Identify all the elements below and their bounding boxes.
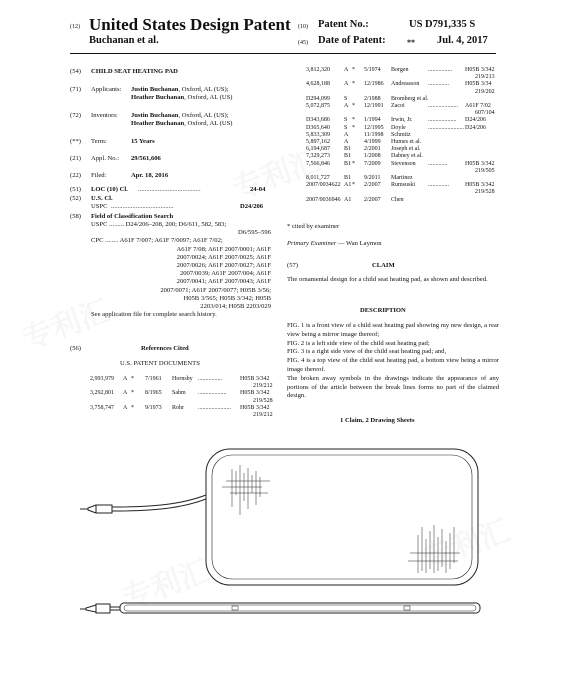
field-code: (58) <box>70 213 81 220</box>
reference-num: 7,566,846 <box>306 160 330 167</box>
reference-dots: ............. <box>428 160 448 167</box>
reference-star: * <box>352 81 355 88</box>
reference-num: 5,897,162 <box>306 139 330 145</box>
reference-class-secondary: 607/104 <box>475 110 495 117</box>
inventor-location: , Oxford, AL (US) <box>184 120 233 127</box>
search-line: 2007/0071; A61F 2007/0077; H05B 3/56; <box>160 286 271 294</box>
applicant-location: , Oxford, AL (US); <box>178 86 229 93</box>
reference-date: 2/2007 <box>364 196 381 203</box>
reference-dots: ........................ <box>428 124 464 131</box>
appl-no-value: 29/561,606 <box>131 155 161 162</box>
search-line: H05B 3/565; H05B 3/342; H05B <box>183 294 271 302</box>
references-list-right <box>287 67 497 217</box>
reference-name: Sahm <box>172 390 186 397</box>
reference-date: 4/1999 <box>364 139 381 145</box>
reference-name: Joseph et al. <box>391 146 421 153</box>
reference-kind: A <box>344 131 349 138</box>
search-line: 2007/0024; A61F 2007/0025; A61F <box>176 253 271 261</box>
reference-star: * <box>352 103 355 109</box>
reference-kind: S <box>344 95 348 102</box>
search-line: See application file for complete search history. <box>91 311 217 319</box>
search-line: USPC ......... D24/206–208, 200; D6/611, 582, 583; <box>91 221 227 228</box>
uspc-label: USPC <box>91 203 108 210</box>
field-code: (72) <box>70 112 81 119</box>
reference-dots: ................... <box>428 117 457 124</box>
search-line: CPC ........ A61F 7/007; A61F 7/0097; A61F 7/02; <box>91 237 223 245</box>
reference-num: 3,292,801 <box>90 390 114 397</box>
reference-date: 7/1961 <box>145 376 162 382</box>
reference-cls: H05B 3/342 <box>465 160 495 167</box>
reference-date: 9/1973 <box>145 404 162 411</box>
search-line: D6/595–596 <box>238 229 271 237</box>
reference-kind: A <box>344 103 349 109</box>
inventor-location: , Oxford, AL (US); <box>178 112 229 119</box>
reference-star: * <box>131 404 134 411</box>
reference-class-secondary: 219/212 <box>253 383 273 390</box>
reference-name: Borgen <box>391 67 409 73</box>
reference-date: 5/1974 <box>364 67 381 73</box>
reference-name: Humes et al. <box>391 139 422 145</box>
reference-num: 2007/0034622 <box>306 182 341 189</box>
reference-dots: .............. <box>428 182 449 189</box>
reference-dots: ................... <box>198 390 227 397</box>
inventor-short: Buchanan et al. <box>89 35 159 46</box>
reference-star: * <box>352 124 355 131</box>
reference-kind: A <box>344 139 349 145</box>
patent-number: US D791,335 S <box>409 19 476 30</box>
description-para: FIG. 1 is a front view of a child seat heating pad showing my new design, a rear view being a mirror image thereof; <box>287 322 499 338</box>
cited-by-examiner: * cited by examiner <box>287 223 340 230</box>
appl-no-label: Appl. No.: <box>91 155 120 162</box>
reference-num: 5,833,309 <box>306 131 330 138</box>
reference-dots: ................ <box>428 67 452 73</box>
field-of-search-label: Field of Classification Search <box>91 213 174 220</box>
applicant-location: , Oxford, AL (US) <box>184 94 233 101</box>
term-stars: ** <box>407 38 415 47</box>
reference-date: 11/1998 <box>364 131 384 138</box>
reference-name: Hornsby <box>172 376 193 382</box>
reference-cls: H05B 3/342 <box>465 67 495 73</box>
reference-kind: B1 <box>344 153 352 160</box>
references-list-left <box>90 376 272 426</box>
reference-star: * <box>131 376 134 382</box>
reference-class-secondary: 219/213 <box>475 74 495 81</box>
reference-class-secondary: 219/528 <box>253 397 273 404</box>
reference-star: * <box>352 67 355 73</box>
invention-title: CHILD SEAT HEATING PAD <box>91 68 178 75</box>
description-body <box>287 322 499 401</box>
patent-no-label: Patent No.: <box>318 19 369 30</box>
reference-name: Zacoi <box>391 103 405 109</box>
reference-kind: A <box>123 390 128 397</box>
search-line: A61F 7/08; A61F 2007/0001; A61F <box>176 245 271 253</box>
reference-num: 7,329,273 <box>306 153 330 160</box>
reference-num: 4,628,188 <box>306 81 330 88</box>
reference-date: 12/1991 <box>364 103 384 109</box>
reference-star: * <box>352 117 355 124</box>
reference-name: Irwin, Jr. <box>391 117 413 124</box>
reference-cls: H05B 3/34 <box>465 81 492 88</box>
examiner-name: — Wan Laymon <box>337 240 382 247</box>
reference-name: Chen <box>391 196 404 203</box>
leader-dots: ...................................... <box>138 186 201 193</box>
reference-date: 2/2007 <box>364 182 381 189</box>
uspc-value: D24/206 <box>240 203 264 210</box>
field-code: (**) <box>70 138 81 145</box>
reference-cls: D24/206 <box>465 117 486 124</box>
reference-name: Martinez <box>391 175 413 181</box>
filed-value: Apr. 18, 2016 <box>131 172 169 179</box>
term-label: Term: <box>91 138 107 145</box>
reference-num: 2007/0036946 <box>306 196 341 203</box>
reference-num: D294,099 <box>306 95 330 102</box>
code-12: (12) <box>70 24 80 30</box>
reference-kind: B1 <box>344 175 352 181</box>
field-code: (56) <box>70 345 81 352</box>
reference-dots: .................... <box>428 103 458 109</box>
term-value: 15 Years <box>131 138 155 145</box>
inventor-name: Justin Buchanan <box>131 112 179 119</box>
reference-cls: A61F 7/02 <box>465 103 491 109</box>
reference-kind: S <box>344 117 348 124</box>
description-para: FIG. 2 is a left side view of the child seat heating pad; <box>287 339 430 347</box>
reference-num: 2,993,979 <box>90 376 114 382</box>
reference-date: 2/2001 <box>364 146 381 153</box>
reference-cls: D24/206 <box>465 124 486 131</box>
examiner-label: Primary Examiner <box>287 240 337 247</box>
us-cl-label: U.S. Cl. <box>91 195 113 202</box>
reference-cls: H05B 3/342 <box>240 404 270 411</box>
reference-kind: B1 <box>344 146 352 153</box>
field-code: (21) <box>70 155 81 162</box>
heating-pad-front-view <box>80 449 478 585</box>
reference-dots: ...................... <box>198 404 231 411</box>
reference-cls: H05B 3/342 <box>240 376 270 382</box>
reference-num: 3,812,320 <box>306 67 330 73</box>
filed-label: Filed: <box>91 172 107 179</box>
description-para: FIG. 4 is a top view of the child seat heating pad, a bottom view being a mirror image thereof. <box>287 357 499 373</box>
reference-name: Doyle <box>391 124 406 131</box>
inventors-label: Inventors: <box>91 112 118 119</box>
references-heading: References Cited <box>141 345 189 352</box>
reference-star: * <box>352 182 355 189</box>
patent-drawing <box>0 435 569 680</box>
reference-kind: S <box>344 124 348 131</box>
reference-kind: A <box>123 376 128 382</box>
reference-num: D343,686 <box>306 117 330 124</box>
reference-dots: .............. <box>428 81 449 88</box>
reference-dots: ................ <box>198 376 222 382</box>
reference-name: Andreasson <box>391 81 420 88</box>
loc-label: LOC (10) Cl. <box>91 186 128 193</box>
patent-date: Jul. 4, 2017 <box>437 35 488 46</box>
field-code: (22) <box>70 172 81 179</box>
search-line: 2007/0039; A61F 2007/004; A61F <box>179 270 271 278</box>
description-heading: DESCRIPTION <box>360 307 406 314</box>
loc-value: 24-04 <box>250 186 266 193</box>
reference-date: 9/2011 <box>364 175 381 181</box>
leader-dots: ...................................... <box>111 203 174 210</box>
reference-kind: A <box>123 404 128 411</box>
reference-star: * <box>352 160 355 167</box>
reference-date: 12/1995 <box>364 124 384 131</box>
field-code: (51) <box>70 186 81 193</box>
reference-class-secondary: 219/505 <box>475 167 495 174</box>
reference-num: 5,072,875 <box>306 103 330 109</box>
field-code: (71) <box>70 86 81 93</box>
search-line: 2007/0026; A61F 2007/0027; A61F <box>176 261 271 269</box>
reference-date: 2/1988 <box>364 95 381 102</box>
reference-date: 12/1986 <box>364 81 384 88</box>
date-label: Date of Patent: <box>318 35 386 46</box>
applicant-name: Justin Buchanan <box>131 86 179 93</box>
reference-cls: H05B 3/342 <box>465 182 495 189</box>
reference-kind: B1 <box>344 160 352 167</box>
search-line: 2007/0041; A61F 2007/0043; A61F <box>176 278 271 286</box>
patent-title: United States Design Patent <box>89 15 291 34</box>
applicants-label: Applicants: <box>91 86 122 93</box>
reference-star: * <box>131 390 134 397</box>
reference-name: Stevenson <box>391 160 416 167</box>
reference-row-continued <box>90 412 272 420</box>
applicant-name: Heather Buchanan <box>131 94 185 101</box>
reference-date: 7/2009 <box>364 160 381 167</box>
code-10: (10) <box>298 24 308 30</box>
reference-name: Rumsuski <box>391 182 416 189</box>
claims-count: 1 Claim, 2 Drawing Sheets <box>340 417 415 424</box>
code-45: (45) <box>298 40 308 46</box>
reference-class-secondary: 219/528 <box>475 189 495 196</box>
claim-code: (57) <box>287 262 298 269</box>
description-para: FIG. 3 is a right side view of the child seat heating pad; and, <box>287 348 447 356</box>
reference-num: 6,194,687 <box>306 146 330 153</box>
reference-class-secondary: 219/212 <box>253 412 273 418</box>
reference-name: Bromberg et al. <box>391 95 429 102</box>
reference-num: D365,640 <box>306 124 330 131</box>
reference-date: 8/1965 <box>145 390 162 397</box>
us-patent-docs-heading: U.S. PATENT DOCUMENTS <box>120 360 200 367</box>
classification-search <box>91 221 271 319</box>
reference-date: 1/2008 <box>364 153 381 160</box>
reference-class-secondary: 219/202 <box>475 88 495 95</box>
reference-num: 8,011,727 <box>306 175 330 181</box>
field-code: (52) <box>70 195 81 202</box>
claim-text: The ornamental design for a child seat heating pad, as shown and described. <box>287 276 488 283</box>
reference-kind: A <box>344 67 349 73</box>
reference-kind: A1 <box>344 196 352 203</box>
reference-row <box>287 197 497 205</box>
reference-name: Dabney et al. <box>391 153 423 160</box>
reference-num: 3,758,747 <box>90 404 114 411</box>
reference-kind: A1 <box>344 182 352 189</box>
inventor-name: Heather Buchanan <box>131 120 185 127</box>
field-code: (54) <box>70 68 81 75</box>
reference-date: 1/1994 <box>364 117 381 124</box>
reference-name: Schmitz <box>391 131 411 138</box>
reference-cls: H05B 3/342 <box>240 390 270 397</box>
heating-pad-side-view <box>80 603 480 613</box>
reference-kind: A <box>344 81 349 88</box>
reference-name: Rohr <box>172 404 184 411</box>
search-line: 2203/014; H05B 2203/029 <box>200 302 271 310</box>
description-para: The broken away symbols in the drawings indicate the appearance of any portions of the article between the break lines forms no part of the claimed design. <box>287 374 499 400</box>
header-rule <box>70 53 496 54</box>
claim-heading: CLAIM <box>372 262 395 269</box>
